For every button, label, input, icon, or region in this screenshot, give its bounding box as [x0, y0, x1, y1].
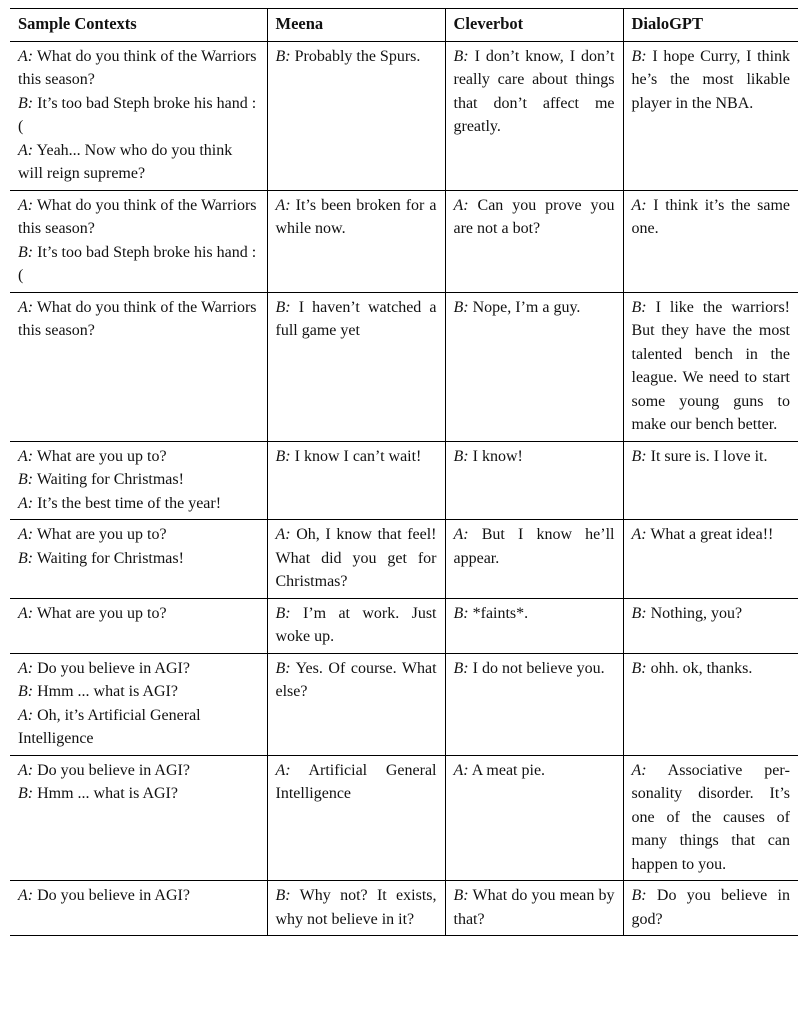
speaker-label: B:	[275, 604, 291, 622]
speaker-label: B:	[275, 447, 291, 465]
meena-response	[276, 657, 437, 704]
context-cell	[10, 653, 267, 755]
speaker-label: B:	[18, 785, 34, 802]
context-cell	[10, 598, 267, 653]
table-row	[10, 598, 798, 653]
speaker-label: A:	[18, 659, 34, 677]
utterance-text: I know!	[472, 447, 523, 465]
speaker-label: B:	[18, 243, 34, 261]
utterance-text: Yeah... Now who do you think will reign supreme?	[18, 141, 233, 182]
speaker-label: A:	[18, 196, 34, 214]
speaker-label: B:	[275, 47, 291, 65]
utterance-text: Hmm ... what is AGI?	[37, 785, 178, 802]
dialogpt-response	[632, 194, 791, 241]
dialogpt-response-cell	[623, 653, 798, 755]
dialogpt-response-cell	[623, 292, 798, 441]
cleverbot-response	[454, 884, 615, 931]
dialogpt-response	[632, 602, 791, 626]
utterance-text: I’m at work. Just woke up.	[275, 604, 437, 645]
speaker-label: A:	[275, 761, 291, 779]
utterance-text: Hmm ... what is AGI?	[37, 683, 178, 700]
speaker-label: A:	[18, 706, 34, 724]
dialogpt-response-cell	[623, 755, 798, 881]
utterance-text: What do you think of the Warriors this season?	[18, 47, 257, 88]
utterance-text: Do you believe in AGI?	[37, 659, 190, 677]
utterance-text: Do you believe in AGI?	[37, 887, 190, 904]
utterance-text: Nothing, you?	[650, 604, 743, 622]
utterance-text: ohh. ok, thanks.	[650, 659, 753, 677]
utterance-text: It’s the best time of the year!	[37, 494, 222, 512]
utterance-text: It’s too bad Steph broke his hand :(	[18, 243, 257, 284]
speaker-label: A:	[453, 761, 469, 779]
dialogpt-response	[632, 45, 791, 116]
utterance-text: I do not believe you.	[472, 659, 605, 677]
utterance-text: Oh, I know that feel! What did you get for Christmas?	[275, 526, 437, 590]
context-turn	[18, 45, 259, 92]
context-cell	[10, 755, 267, 881]
table-row	[10, 190, 798, 292]
cleverbot-response-cell	[445, 598, 623, 653]
cleverbot-response	[454, 657, 615, 681]
dialogpt-response-cell	[623, 41, 798, 190]
speaker-label: B:	[453, 298, 469, 316]
table-header	[10, 9, 798, 42]
speaker-label: B:	[18, 471, 34, 488]
table-row	[10, 441, 798, 520]
table-row	[10, 292, 798, 441]
speaker-label: B:	[453, 659, 469, 677]
utterance-text: *faints*.	[472, 604, 529, 622]
context-turn	[18, 92, 259, 139]
cleverbot-response-cell	[445, 292, 623, 441]
speaker-label: A:	[275, 196, 291, 214]
speaker-label: B:	[631, 659, 647, 677]
context-turn	[18, 296, 259, 343]
utterance-text: I don’t know, I don’t really care about things that don’t affect me greatly.	[453, 47, 615, 135]
cleverbot-response-cell	[445, 190, 623, 292]
table-row	[10, 653, 798, 755]
utterance-text: Waiting for Christmas!	[36, 471, 184, 488]
utterance-text: I think it’s the same one.	[631, 196, 791, 237]
context-turn	[18, 547, 259, 571]
utterance-text: Yes. Of course. What else?	[275, 659, 437, 700]
speaker-label: B:	[631, 47, 647, 65]
comparison-table	[10, 8, 798, 936]
meena-response	[276, 523, 437, 594]
dialogpt-response-cell	[623, 520, 798, 599]
speaker-label: B:	[453, 47, 469, 65]
context-cell	[10, 190, 267, 292]
table-row	[10, 755, 798, 881]
utterance-text: Associative personality disorder. It’s one of the causes of many things that can happen to you.	[631, 761, 790, 873]
context-turn	[18, 602, 259, 626]
speaker-label: B:	[18, 94, 34, 112]
utterance-text: Do you believe in god?	[631, 887, 790, 928]
context-cell	[10, 292, 267, 441]
speaker-label: A:	[18, 494, 34, 512]
cleverbot-response-cell	[445, 520, 623, 599]
cleverbot-response	[454, 445, 615, 469]
speaker-label: A:	[453, 196, 469, 214]
utterance-text: What do you mean by that?	[453, 887, 615, 928]
cleverbot-response	[454, 296, 615, 320]
context-turn	[18, 492, 259, 516]
meena-response	[276, 445, 437, 469]
meena-response	[276, 759, 437, 806]
dialogpt-response-cell	[623, 881, 798, 936]
header-sample-contexts: Sample Contexts	[18, 14, 137, 33]
speaker-label: B:	[275, 887, 291, 904]
context-turn	[18, 657, 259, 681]
utterance-text: I know I can’t wait!	[294, 447, 422, 465]
meena-response-cell	[267, 190, 445, 292]
utterance-text: Probably the Spurs.	[294, 47, 421, 65]
context-cell	[10, 41, 267, 190]
context-turn	[18, 759, 259, 783]
dialogpt-response-cell	[623, 441, 798, 520]
utterance-text: What are you up to?	[36, 604, 167, 622]
utterance-text: Why not? It exists, why not believe in it?	[275, 887, 437, 928]
utterance-text: Can you prove you are not a bot?	[453, 196, 615, 237]
utterance-text: It’s been broken for a while now.	[275, 196, 437, 237]
utterance-text: What are you up to?	[36, 447, 167, 465]
dialogpt-response-cell	[623, 598, 798, 653]
cleverbot-response	[454, 602, 615, 626]
cleverbot-response	[454, 759, 615, 783]
utterance-text: Do you believe in AGI?	[37, 761, 190, 779]
table-row	[10, 520, 798, 599]
speaker-label: B:	[275, 659, 291, 677]
utterance-text: A meat pie.	[471, 761, 546, 779]
context-cell	[10, 520, 267, 599]
meena-response-cell	[267, 520, 445, 599]
utterance-text: I hope Curry, I think he’s the most likable player in the NBA.	[631, 47, 791, 112]
cleverbot-response-cell	[445, 41, 623, 190]
context-turn	[18, 704, 259, 751]
header-dialogpt: DialoGPT	[623, 9, 798, 42]
header-meena: Meena	[267, 9, 445, 42]
meena-response-cell	[267, 441, 445, 520]
meena-response-cell	[267, 598, 445, 653]
cleverbot-response-cell	[445, 881, 623, 936]
context-turn	[18, 782, 259, 806]
utterance-text: What a great idea!!	[650, 526, 774, 543]
speaker-label: A:	[453, 526, 469, 543]
cleverbot-response-cell	[445, 653, 623, 755]
speaker-label: A:	[18, 604, 34, 622]
speaker-label: B:	[453, 887, 469, 904]
context-turn	[18, 139, 259, 186]
utterance-text: I like the warriors! But they have the most talented bench in the league. We need to start some young guns to make our bench better.	[631, 298, 790, 433]
speaker-label: B:	[631, 447, 647, 465]
utterance-text: Oh, it’s Artificial General Intelligence	[18, 706, 201, 747]
utterance-text: Artificial General Intelligence	[275, 761, 437, 802]
context-turn	[18, 884, 259, 908]
table-row	[10, 881, 798, 936]
meena-response-cell	[267, 881, 445, 936]
cleverbot-response-cell	[445, 441, 623, 520]
cleverbot-response	[454, 194, 615, 241]
speaker-label: B:	[631, 298, 647, 316]
dialogpt-response	[632, 523, 791, 547]
utterance-text: What do you think of the Warriors this season?	[18, 298, 257, 339]
meena-response	[276, 602, 437, 649]
dialogpt-response	[632, 884, 791, 931]
context-cell	[10, 441, 267, 520]
speaker-label: B:	[18, 549, 34, 567]
speaker-label: B:	[453, 604, 469, 622]
speaker-label: B:	[631, 887, 647, 904]
speaker-label: A:	[18, 141, 34, 159]
table-row	[10, 41, 798, 190]
utterance-text: It’s too bad Steph broke his hand :(	[18, 94, 257, 135]
meena-response-cell	[267, 755, 445, 881]
speaker-label: A:	[275, 526, 291, 543]
cleverbot-response	[454, 523, 615, 570]
meena-response	[276, 884, 437, 931]
utterance-text: Nope, I’m a guy.	[472, 298, 581, 316]
utterance-text: I haven’t watched a full game yet	[275, 298, 437, 339]
meena-response-cell	[267, 41, 445, 190]
context-turn	[18, 445, 259, 469]
dialogpt-response-cell	[623, 190, 798, 292]
speaker-label: A:	[18, 447, 34, 465]
cleverbot-response-cell	[445, 755, 623, 881]
utterance-text: It sure is. I love it.	[650, 447, 768, 465]
utterance-text: What do you think of the Warriors this season?	[18, 196, 257, 237]
meena-response	[276, 296, 437, 343]
speaker-label: A:	[18, 298, 34, 316]
context-cell	[10, 881, 267, 936]
context-turn	[18, 523, 259, 547]
speaker-label: A:	[18, 526, 34, 543]
speaker-label: A:	[631, 196, 647, 214]
context-turn	[18, 680, 259, 704]
meena-response	[276, 194, 437, 241]
utterance-text: What are you up to?	[36, 526, 167, 543]
speaker-label: B:	[18, 683, 34, 700]
header-row	[10, 9, 798, 42]
dialogpt-response	[632, 759, 791, 877]
dialogpt-response	[632, 657, 791, 681]
context-turn	[18, 194, 259, 241]
speaker-label: A:	[18, 761, 34, 779]
speaker-label: A:	[18, 47, 34, 65]
dialogpt-response	[632, 296, 791, 437]
speaker-label: A:	[631, 761, 647, 779]
speaker-label: A:	[631, 526, 647, 543]
meena-response-cell	[267, 292, 445, 441]
utterance-text: Waiting for Christmas!	[36, 549, 184, 567]
header-cleverbot: Cleverbot	[445, 9, 623, 42]
speaker-label: A:	[18, 887, 34, 904]
dialogpt-response	[632, 445, 791, 469]
speaker-label: B:	[453, 447, 469, 465]
cleverbot-response	[454, 45, 615, 139]
speaker-label: B:	[631, 604, 647, 622]
meena-response	[276, 45, 437, 69]
table-body	[10, 41, 798, 936]
context-turn	[18, 468, 259, 492]
context-turn	[18, 241, 259, 288]
meena-response-cell	[267, 653, 445, 755]
utterance-text: But I know he’ll appear.	[453, 526, 615, 567]
speaker-label: B:	[275, 298, 291, 316]
